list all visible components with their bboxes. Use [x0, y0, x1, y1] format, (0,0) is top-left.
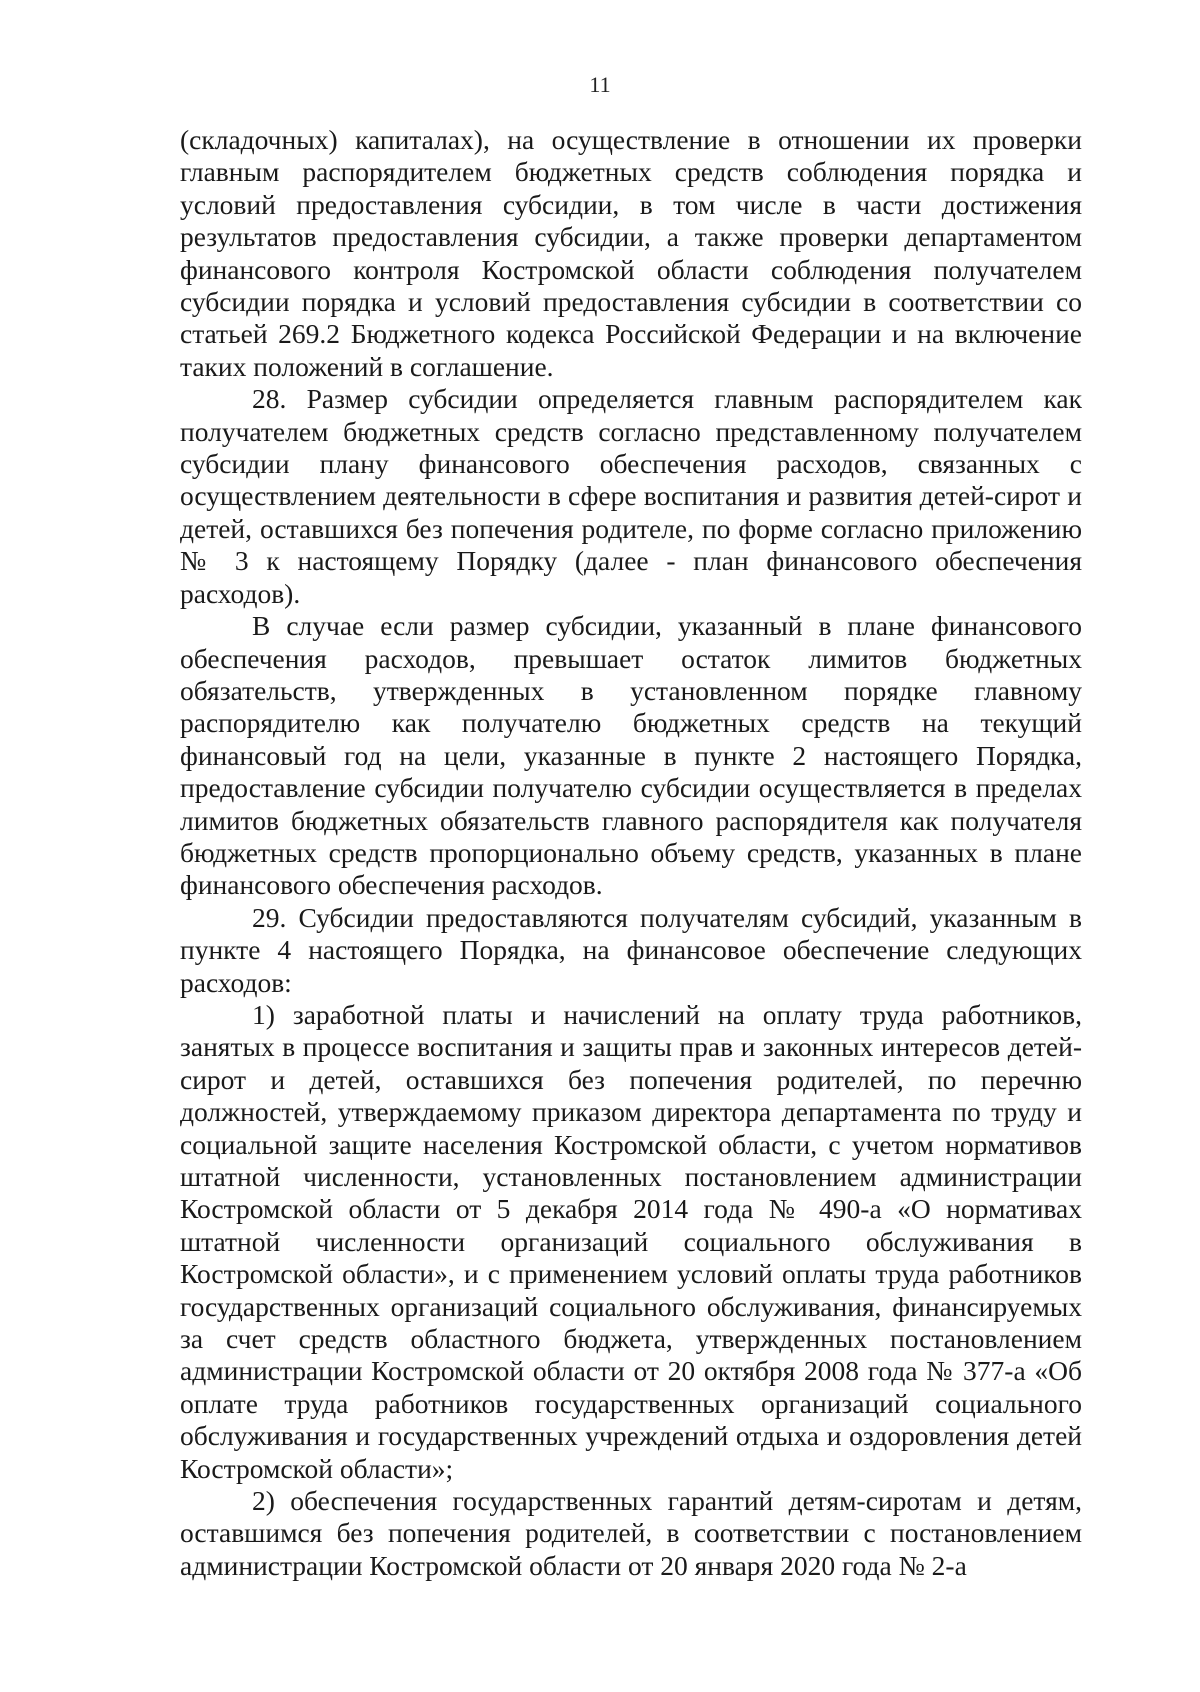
paragraph-continuation: (складочных) капиталах), на осуществление в отношении их проверки главным распорядителем бюджетных средств соблюдения порядка и условий предоставления субсидии, в том числе в части достижения результатов предоставления субсидии, а также проверки департаментом финансового контроля Костромской области соблюдения получателем субсидии порядка и условий предоставления субсидии в соответствии со статьей 269.2 Бюджетного кодекса Российской Федерации и на включение таких положений в соглашение.	[180, 124, 1082, 382]
document-body	[180, 124, 1082, 1582]
paragraph-subitem-1: 1) заработной платы и начислений на оплату труда работников, занятых в процессе воспитания и защиты прав и законных интересов детей-сирот и детей, оставшихся без попечения родителей, по перечню должностей, утверждаемому приказом директора департамента по труду и социальной защите населения Костромской области, с учетом нормативов штатной численности, установленных постановлением администрации Костромской области от 5 декабря 2014 года № 490-а «О нормативах штатной численности организаций социального обслуживания в Костромской области», и с применением условий оплаты труда работников государственных организаций социального обслуживания, финансируемых за счет средств областного бюджета, утвержденных постановлением администрации Костромской области от 20 октября 2008 года № 377-а «Об оплате труда работников государственных организаций социального обслуживания и государственных учреждений отдыха и оздоровления детей Костромской области»;	[180, 998, 1082, 1484]
paragraph-item-28: 28. Размер субсидии определяется главным распорядителем как получателем бюджетных средств согласно представленному получателем субсидии плану финансового обеспечения расходов, связанных с осуществлением деятельности в сфере воспитания и развития детей-сирот и детей, оставшихся без попечения родителе, по форме согласно приложению № 3 к настоящему Порядку (далее - план финансового обеспечения расходов).	[180, 383, 1082, 609]
page-number: 11	[589, 72, 611, 97]
paragraph-subitem-2: 2) обеспечения государственных гарантий детям-сиротам и детям, оставшимся без попечения родителей, в соответствии с постановлением администрации Костромской области от 20 января 2020 года № 2-а	[180, 1485, 1082, 1581]
paragraph-subsidy-limits: В случае если размер субсидии, указанный в плане финансового обеспечения расходов, превышает остаток лимитов бюджетных обязательств, утвержденных в установленном порядке главному распорядителю как получателю бюджетных средств на текущий финансовый год на цели, указанные в пункте 2 настоящего Порядка, предоставление субсидии получателю субсидии осуществляется в пределах лимитов бюджетных обязательств главного распорядителя как получателя бюджетных средств пропорционально объему средств, указанных в плане финансового обеспечения расходов.	[180, 610, 1082, 901]
paragraph-item-29: 29. Субсидии предоставляются получателям субсидий, указанным в пункте 4 настоящего Порядка, на финансовое обеспечение следующих расходов:	[180, 901, 1082, 998]
